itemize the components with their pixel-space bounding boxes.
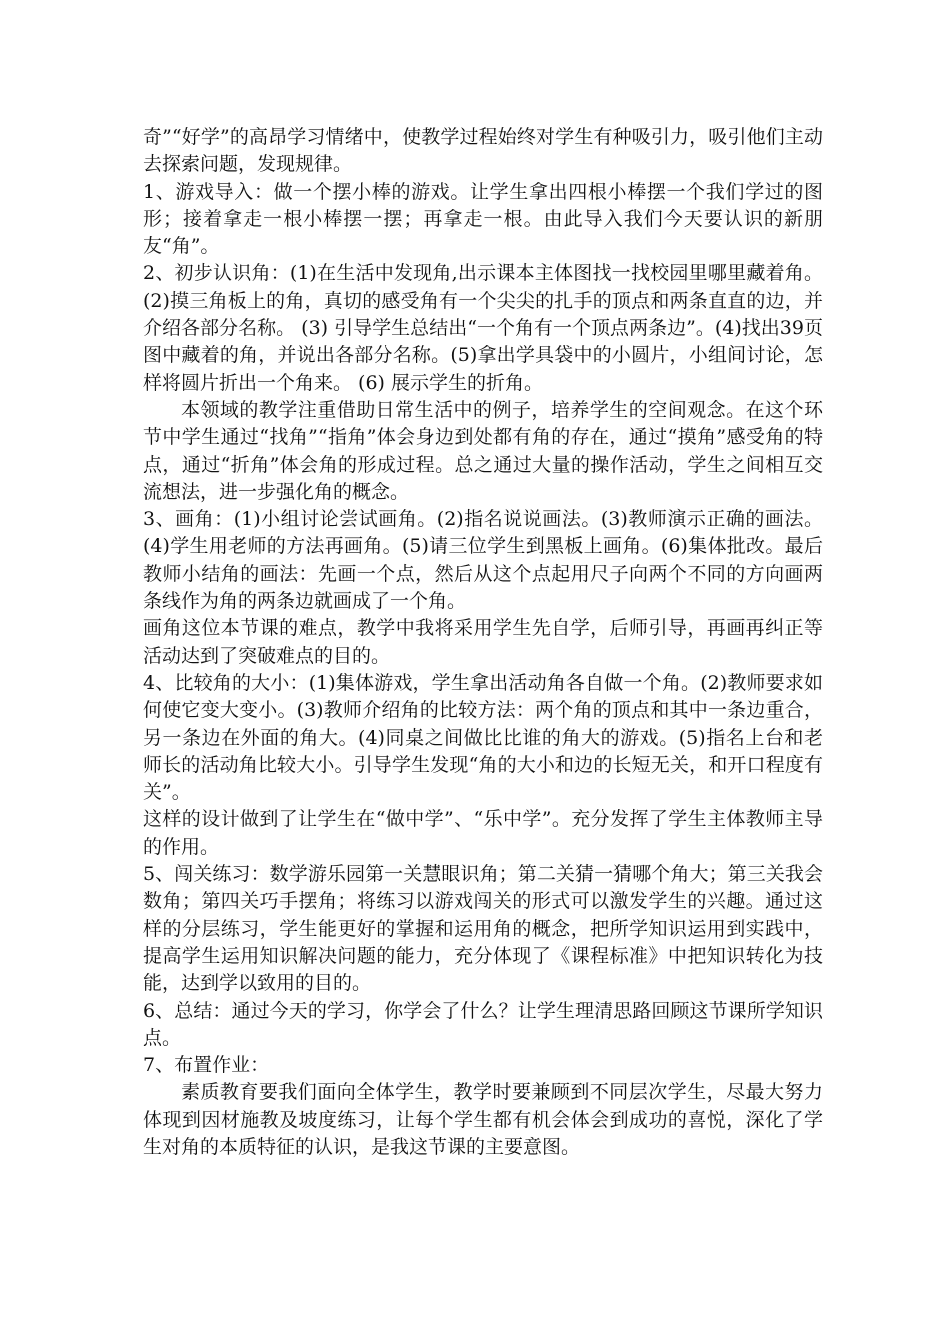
- paragraph-step-4-compare-angles: 4、比较角的大小：(1)集体游戏，学生拿出活动角各自做一个角。(2)教师要求如何使它变大变小。(3)教师介绍角的比较方法：两个角的顶点和其中一条边重合，另一条边在外面的角大。(4)同桌之间做比比谁的角大的游戏。(5)指名上台和老师长的活动角比较大小。引导学生发现“角的大小和边的长短无关，和开口程度有关”。: [143, 671, 823, 804]
- paragraph-continuation: 奇”“好学”的高昂学习情绪中，使教学过程始终对学生有种吸引力，吸引他们主动去探索问题，发现规律。: [143, 126, 823, 176]
- paragraph-step-1-game-intro: 1、游戏导入：做一个摆小棒的游戏。让学生拿出四根小棒摆一个我们学过的图形；接着拿走一根小棒摆一摆；再拿走一根。由此导入我们今天要认识的新朋友“角”。: [143, 180, 823, 258]
- paragraph-step-2-recognize-angle: 2、初步认识角：(1)在生活中发现角,出示课本主体图找一找校园里哪里藏着角。(2)摸三角板上的角，真切的感受角有一个尖尖的扎手的顶点和两条直直的边，并介绍各部分名称。 (3) 引导学生总结出“一个角有一个顶点两条边”。(4)找出39页图中藏着的角，并说出各部分名称。(5)拿出学具袋中的小圆片，小组间讨论，怎样将圆片折出一个角来。 (6) 展示学生的折角。: [143, 262, 823, 394]
- paragraph-step-6-summary: 6、总结：通过今天的学习，你学会了什么？让学生理清思路回顾这节课所学知识点。: [143, 999, 823, 1049]
- paragraph-closing-intent: 素质教育要我们面向全体学生，教学时要兼顾到不同层次学生，尽最大努力体现到因材施教及坡度练习，让每个学生都有机会体会到成功的喜悦，深化了学生对角的本质特征的认识，是我这节课的主要意图。: [143, 1081, 823, 1158]
- paragraph-step-7-homework: 7、布置作业：: [143, 1054, 270, 1077]
- paragraph-step-3-draw-angle: 3、画角：(1)小组讨论尝试画角。(2)指名说说画法。(3)教师演示正确的画法。(4)学生用老师的方法再画角。(5)请三位学生到黑板上画角。(6)集体批改。最后教师小结角的画法：先画一个点，然后从这个点起用尺子向两个不同的方向画两条线作为角的两条边就画成了一个角。: [143, 508, 823, 613]
- paragraph-step-5-practice: 5、闯关练习：数学游乐园第一关慧眼识角；第二关猜一猜哪个角大；第三关我会数角；第四关巧手摆角；将练习以游戏闯关的形式可以激发学生的兴趣。通过这样的分层练习，学生能更好的掌握和运用角的概念，把所学知识运用到实践中，提高学生运用知识解决问题的能力，充分体现了《课程标准》中把知识转化为技能，达到学以致用的目的。: [143, 863, 823, 995]
- document-page: [143, 124, 823, 1161]
- paragraph-step-2-commentary: 本领域的教学注重借助日常生活中的例子，培养学生的空间观念。在这个环节中学生通过“找角”“指角”体会身边到处都有角的存在，通过“摸角”感受角的特点，通过“折角”体会角的形成过程。总之通过大量的操作活动，学生之间相互交流想法，进一步强化角的概念。: [143, 398, 823, 503]
- paragraph-step-4-commentary: 这样的设计做到了让学生在“做中学”、“乐中学”。充分发挥了学生主体教师主导的作用。: [143, 808, 823, 858]
- paragraph-step-3-commentary: 画角这位本节课的难点，教学中我将采用学生先自学，后师引导，再画再纠正等活动达到了突破难点的目的。: [143, 617, 823, 667]
